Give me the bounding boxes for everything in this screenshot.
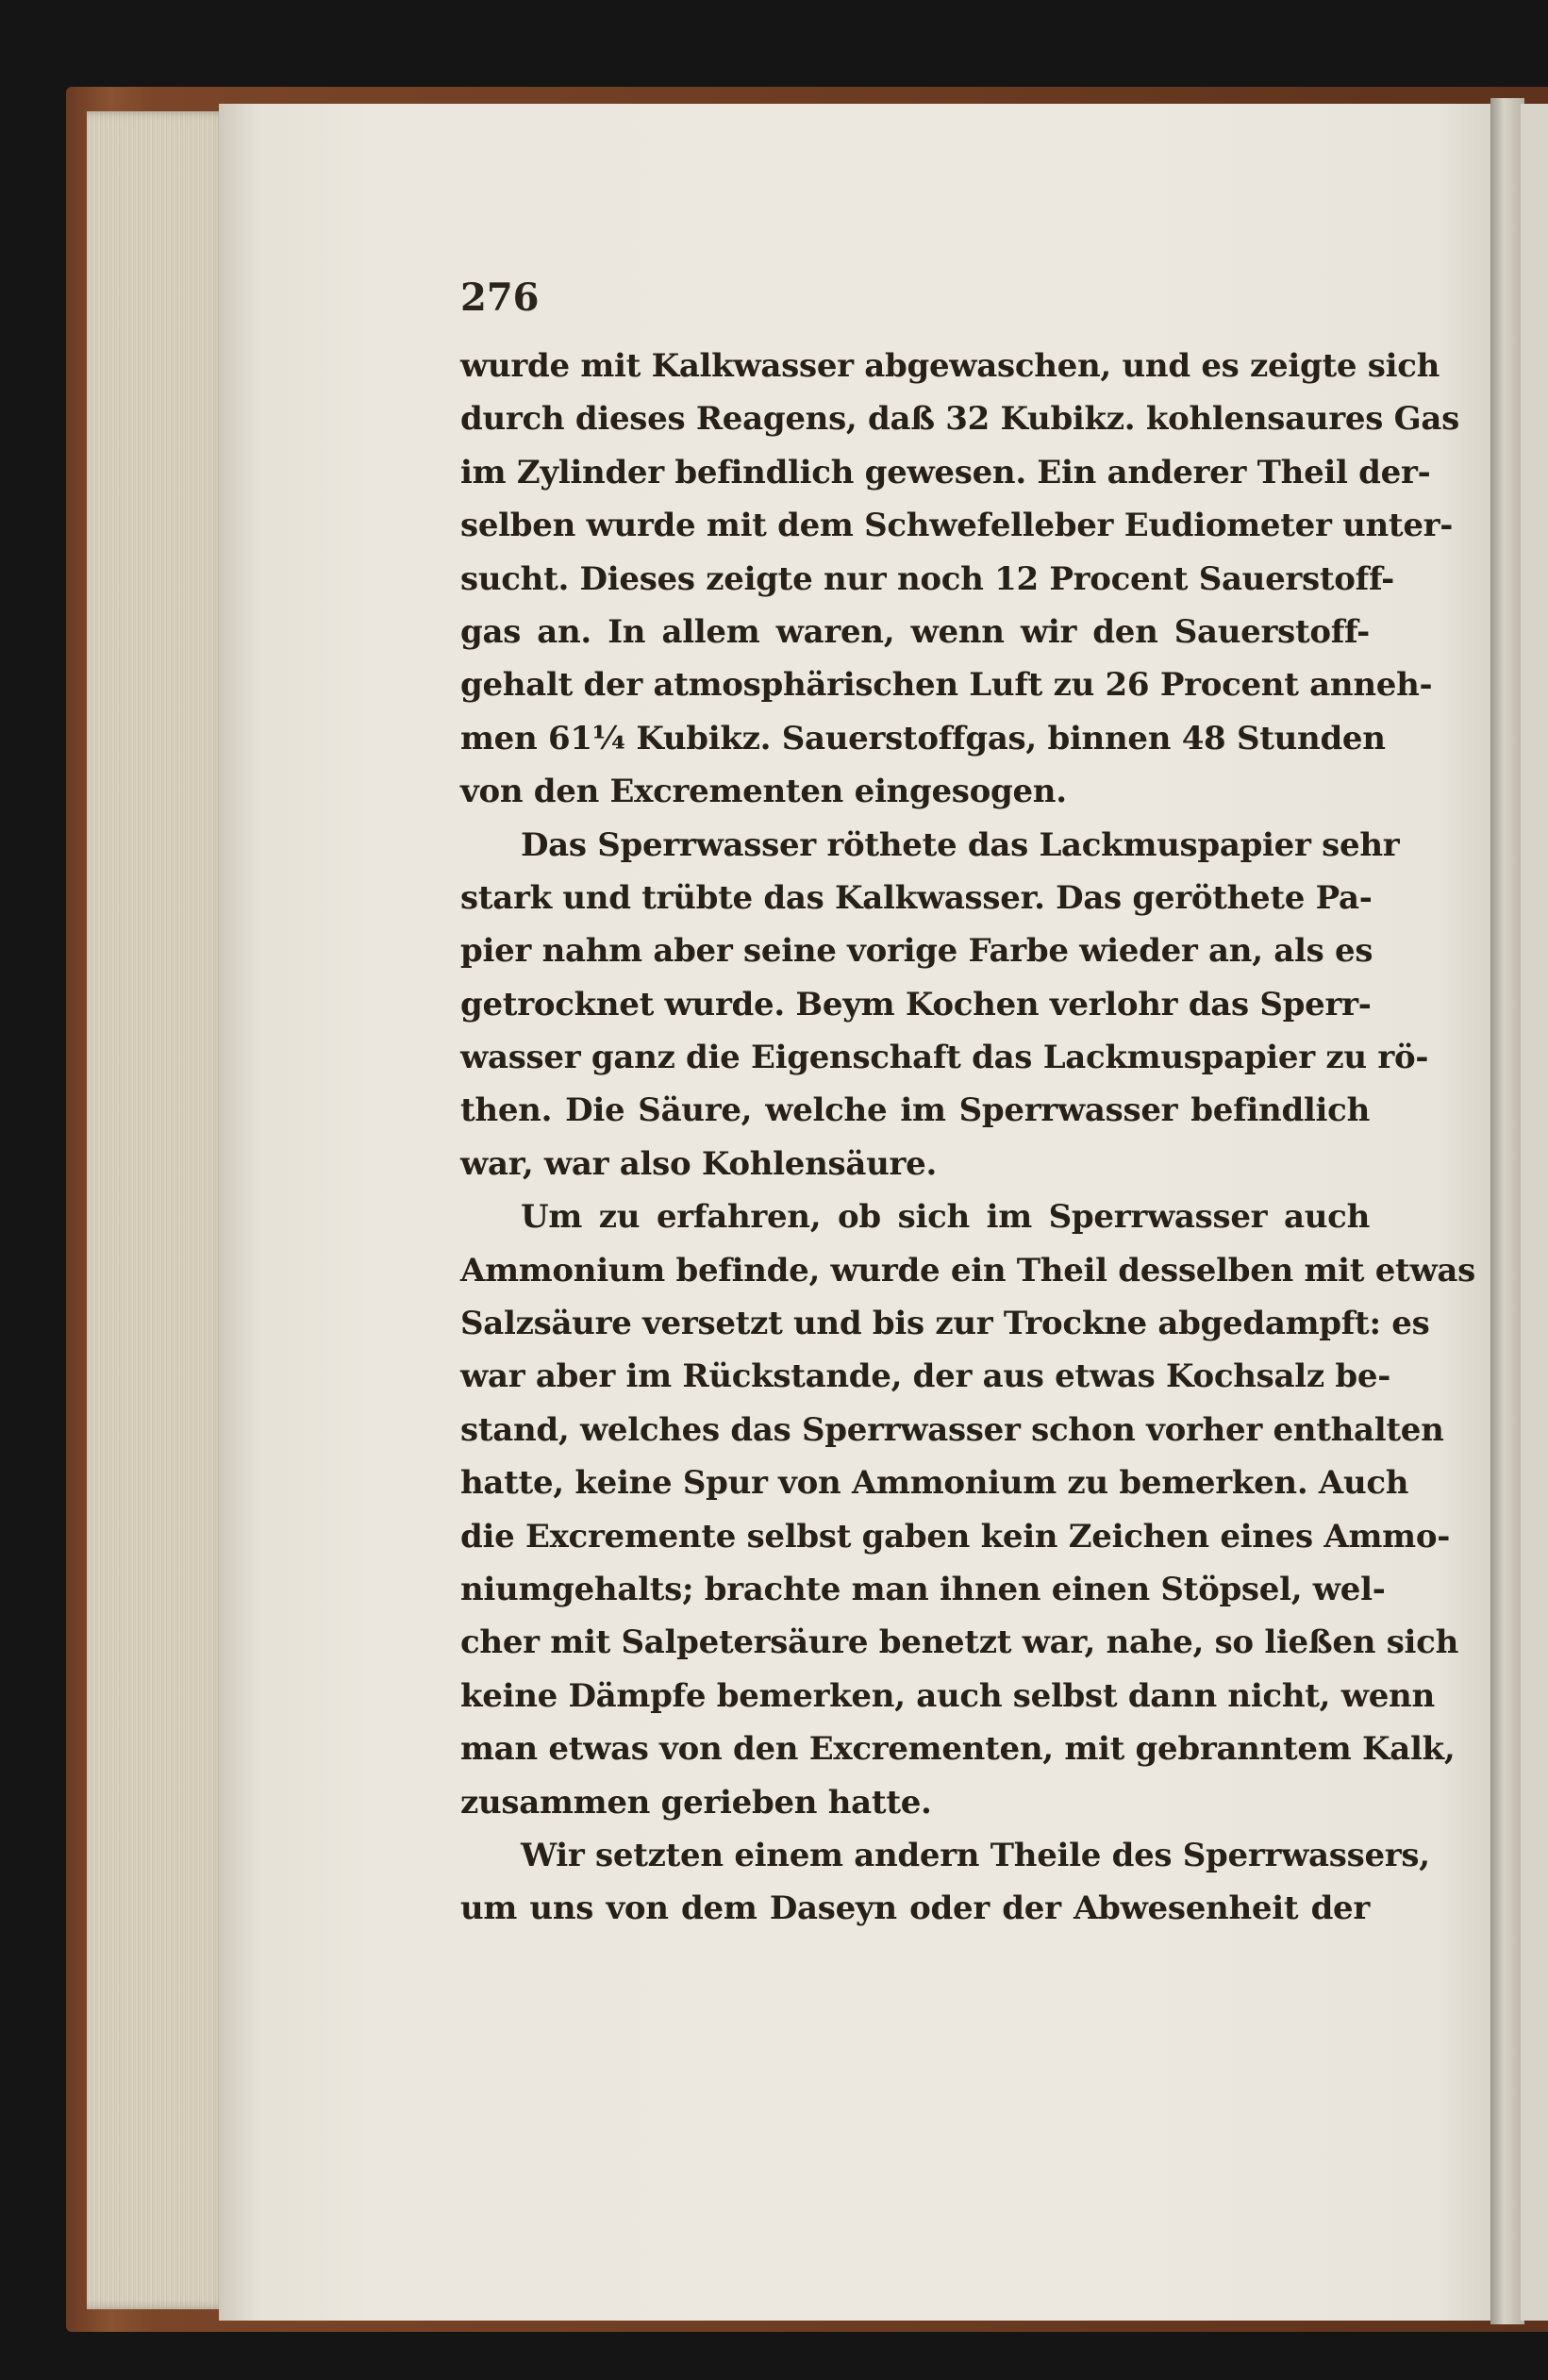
page-number: 276 bbox=[460, 275, 540, 320]
text-line: Salzsäure versetzt und bis zur Trockne abgedampft: es bbox=[460, 1305, 1430, 1343]
text-line: gehalt der atmosphärischen Luft zu 26 Procent anneh- bbox=[460, 666, 1433, 705]
text-line: Ammonium befinde, wurde ein Theil desselben mit etwas bbox=[460, 1251, 1476, 1290]
text-line: hatte, keine Spur von Ammonium zu bemerken. Auch bbox=[460, 1464, 1409, 1503]
page-text-block bbox=[460, 275, 1476, 1936]
text-line: wurde mit Kalkwasser abgewaschen, und es zeigte sich bbox=[460, 347, 1440, 385]
text-line: wasser ganz die Eigenschaft das Lackmuspapier zu rö- bbox=[460, 1039, 1429, 1077]
text-line: gas an. In allem waren, wenn wir den Sauerstoff- bbox=[460, 612, 1370, 651]
text-line: Das Sperrwasser röthete das Lackmuspapier sehr bbox=[521, 825, 1400, 864]
text-line: durch dieses Reagens, daß 32 Kubikz. kohlensaures Gas bbox=[460, 400, 1459, 439]
text-line: selben wurde mit dem Schwefelleber Eudiometer unter- bbox=[460, 507, 1454, 545]
text-line: die Excremente selbst gaben kein Zeichen eines Ammo- bbox=[460, 1517, 1451, 1556]
text-line: stand, welches das Sperrwasser schon vorher enthalten bbox=[460, 1410, 1444, 1449]
text-line: von den Excrementen eingesogen. bbox=[460, 773, 1067, 811]
text-line: men 61¼ Kubikz. Sauerstoffgas, binnen 48 Stunden bbox=[460, 719, 1386, 757]
text-line: Wir setzten einem andern Theile des Sperrwassers, bbox=[521, 1836, 1430, 1874]
text-line: then. Die Säure, welche im Sperrwasser befindlich bbox=[460, 1091, 1370, 1130]
text-line: zusammen gerieben hatte. bbox=[460, 1783, 932, 1822]
text-line: sucht. Dieses zeigte nur noch 12 Procent Sauerstoff- bbox=[460, 559, 1394, 598]
text-line: war aber im Rückstande, der aus etwas Kochsalz be- bbox=[460, 1357, 1391, 1396]
page-edges bbox=[87, 111, 228, 2309]
text-lines bbox=[460, 340, 1476, 1936]
text-line: getrocknet wurde. Beym Kochen verlohr das Sperr- bbox=[460, 985, 1372, 1024]
text-line: stark und trübte das Kalkwasser. Das geröthete Pa- bbox=[460, 878, 1373, 917]
text-line: cher mit Salpetersäure benetzt war, nahe, so ließen sich bbox=[460, 1623, 1458, 1662]
facing-page-sliver bbox=[1521, 104, 1548, 2321]
text-line: war, war also Kohlensäure. bbox=[460, 1144, 938, 1183]
text-line: im Zylinder befindlich gewesen. Ein anderer Theil der- bbox=[460, 453, 1431, 491]
book-gutter bbox=[1490, 98, 1524, 2324]
text-line: Um zu erfahren, ob sich im Sperrwasser auch bbox=[521, 1198, 1370, 1237]
text-line: pier nahm aber seine vorige Farbe wieder an, als es bbox=[460, 932, 1373, 971]
text-line: niumgehalts; brachte man ihnen einen Stöpsel, wel- bbox=[460, 1570, 1386, 1608]
text-line: um uns von dem Daseyn oder der Abwesenheit der bbox=[460, 1889, 1370, 1928]
text-line: keine Dämpfe bemerken, auch selbst dann nicht, wenn bbox=[460, 1676, 1435, 1715]
text-line: man etwas von den Excrementen, mit gebranntem Kalk, bbox=[460, 1730, 1456, 1769]
